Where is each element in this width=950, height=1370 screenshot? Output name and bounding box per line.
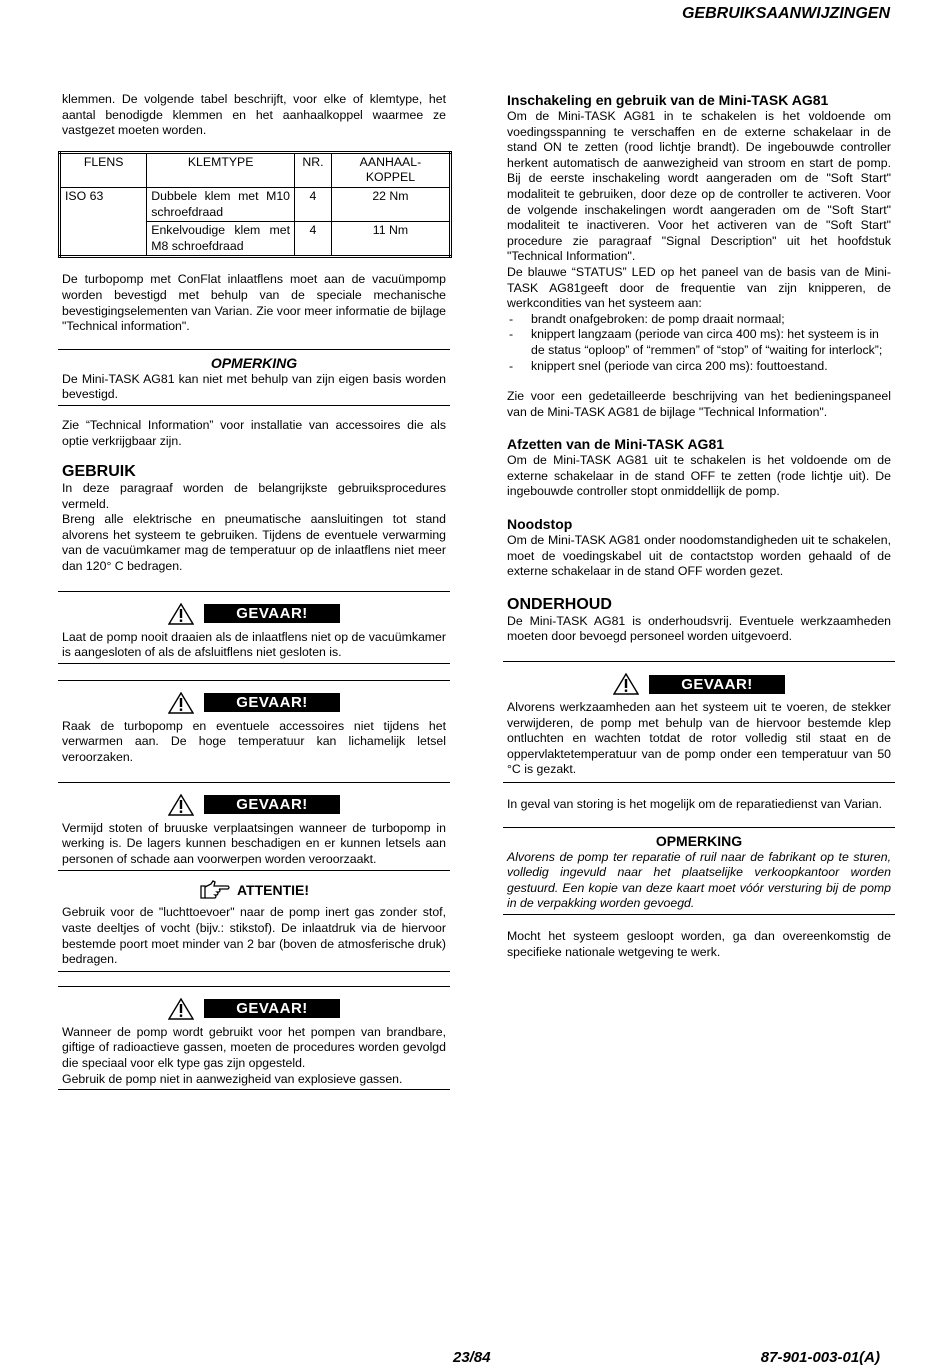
note-title: OPMERKING <box>210 354 298 371</box>
note-text: Alvorens de pomp ter reparatie of ruil naar de fabrikant op te sturen, volledig ingevuld naar het plaatselijke verkoopkantoor worden gestuurd. Een kopie van deze kaart moet vóór versturing bij de pomp in de verpakking worden gevoegd. <box>507 849 891 911</box>
table-cell-klemtype: Enkelvoudige klem met M8 schroefdraad <box>147 222 295 257</box>
warning-triangle-icon <box>613 673 639 695</box>
list-item: - knippert snel (periode van circa 200 ms): fouttoestand. <box>507 359 891 375</box>
section-title-shutdown: Afzetten van de Mini-TASK AG81 <box>507 436 725 453</box>
left-column <box>62 92 446 1090</box>
attention-header <box>62 879 446 901</box>
section-title-onderhoud: ONDERHOUD <box>507 595 612 613</box>
table-cell-nr: 4 <box>295 222 332 257</box>
table-header-klemtype: KLEMTYPE <box>147 152 295 187</box>
table-header-nr: NR. <box>295 152 332 187</box>
status-list <box>507 312 891 374</box>
note-title: OPMERKING <box>655 832 743 849</box>
section-title-emergency: Noodstop <box>507 516 573 533</box>
startup-paragraph-2: De blauwe “STATUS” LED op het paneel van de basis van de Mini-TASK AG81geeft door de frequentie van zijn knipperen, de werkcondities van het systeem aan: <box>507 264 891 311</box>
danger-label: GEVAAR! <box>204 604 340 623</box>
divider <box>58 680 450 681</box>
page-number: 23/84 <box>453 1349 491 1366</box>
list-item: - knippert langzaam (periode van circa 400 ms): het systeem is in de status “oploop” of “remmen” of “stop” of “waiting for interlock”; <box>507 327 891 358</box>
emergency-paragraph: Om de Mini-TASK AG81 onder noodomstandigheden uit te schakelen, moet de voedingskabel uit de contactstop worden gehaald of de externe schakelaar in de stand OFF worden gezet. <box>507 533 891 579</box>
table-cell-nr: 4 <box>295 187 332 221</box>
document-code: 87-901-003-01(A) <box>760 1349 880 1366</box>
gebruik-paragraph-2: Breng alle elektrische en pneumatische aansluitingen tot stand alvorens het systeem te gebruiken. Tijdens de eventuele verwarming van de vacuümkamer mag de temperatuur op de inlaatflens niet meer dan 120° C bedragen. <box>62 512 446 574</box>
danger-box <box>58 821 450 872</box>
warning-triangle-icon <box>168 603 194 625</box>
danger-header <box>62 997 446 1021</box>
danger-label: GEVAAR! <box>204 795 340 814</box>
danger-header <box>62 691 446 715</box>
warning-triangle-icon <box>168 794 194 816</box>
danger-label: GEVAAR! <box>204 693 340 712</box>
page-header-title: GEBRUIKSAANWIJZINGEN <box>681 5 890 22</box>
attention-text: Gebruik voor de "luchttoevoer" naar de pomp inert gas zonder stof, vaste deeltjes of vocht (bijv.: stikstof). De inlaatdruk via de hiervoor bestemde poort moet minder van 2 bar (boven de atmosferische druk) bedragen. <box>62 905 446 967</box>
divider <box>58 782 450 783</box>
danger-header <box>507 672 891 696</box>
danger-text: Gebruik de pomp niet in aanwezigheid van explosieve gassen. <box>62 1071 403 1086</box>
danger-text: Alvorens werkzaamheden aan het systeem uit te voeren, de stekker verwijderen, de pomp met behulp van de hiervoor bestemde klep ontluchten en wachten totdat de rotor volledig stil staat en de oppervlaktetemperatuur van de pomp onder een temperatuur van 50 °C is gezakt. <box>507 700 891 777</box>
accessories-paragraph: Zie “Technical Information” voor installatie van accessoires die als optie verkrijgbaar zijn. <box>62 417 446 448</box>
note-box <box>503 850 895 915</box>
danger-box <box>58 1025 450 1090</box>
warning-triangle-icon <box>168 692 194 714</box>
table-cell-koppel: 22 Nm <box>331 187 450 221</box>
divider <box>58 986 450 987</box>
divider <box>503 827 895 828</box>
table-cell-klemtype: Dubbele klem met M10 schroefdraad <box>147 187 295 221</box>
danger-text: Vermijd stoten of bruuske verplaatsingen wanneer de turbopomp in werking is. De lagers kunnen beschadigen en er kunnen letsels aan personen of schade aan voorwerpen worden veroorzaakt. <box>62 820 446 866</box>
section-title-gebruik: GEBRUIK <box>62 463 136 481</box>
table-header-koppel: AANHAAL-KOPPEL <box>331 152 450 187</box>
danger-header <box>62 602 446 626</box>
panel-reference-paragraph: Zie voor een gedetailleerde beschrijving van het bedieningspaneel van de Mini-TASK AG81 de bijlage "Technical Information". <box>507 389 891 419</box>
danger-text: Raak de turbopomp en eventuele accessoires niet tijdens het verwarmen aan. De hoge temperatuur kan lichamelijk letsel veroorzaken. <box>62 718 446 765</box>
clamp-table <box>58 151 452 259</box>
note-text: De Mini-TASK AG81 kan niet met behulp van zijn eigen basis worden bevestigd. <box>62 371 446 402</box>
danger-text: Wanneer de pomp wordt gebruikt voor het pompen van brandbare, giftige of radioactieve gassen, moeten de procedures worden gevolgd die speciaal voor elk type gas zijn opgesteld. <box>62 1024 446 1070</box>
gebruik-paragraph-1: In deze paragraaf worden de belangrijkste gebruiksprocedures vermeld. <box>62 481 446 511</box>
shutdown-paragraph: Om de Mini-TASK AG81 uit te schakelen is het voldoende om de externe schakelaar in de stand OFF te zetten (rode lichtje uit). De ingebouwde controller stopt onmiddellijk de pomp. <box>507 453 891 499</box>
right-column <box>507 92 891 960</box>
warning-triangle-icon <box>168 998 194 1020</box>
intro-paragraph: klemmen. De volgende tabel beschrijft, voor elke of klemtype, het aantal benodigde klemmen en het aanhaalkoppel waarmee ze vastgezet moeten worden. <box>62 92 446 138</box>
table-cell-flens: ISO 63 <box>60 187 147 256</box>
danger-label: GEVAAR! <box>649 675 785 694</box>
table-header-flens: FLENS <box>60 152 147 187</box>
disposal-paragraph: Mocht het systeem gesloopt worden, ga dan overeenkomstig de specifieke nationale wetgeving te werk. <box>507 928 891 959</box>
danger-label: GEVAAR! <box>204 999 340 1018</box>
danger-box <box>503 700 895 783</box>
divider <box>58 591 450 592</box>
divider <box>503 661 895 662</box>
divider <box>58 349 450 350</box>
note-box <box>58 372 450 406</box>
maintenance-paragraph: De Mini-TASK AG81 is onderhoudsvrij. Eventuele werkzaamheden moeten door bevoegd personeel worden uitgevoerd. <box>507 613 891 644</box>
danger-text: Laat de pomp nooit draaien als de inlaatflens niet op de vacuümkamer is aangesloten of als de afsluitflens niet gesloten is. <box>62 629 446 660</box>
danger-box <box>58 630 450 664</box>
repair-paragraph: In geval van storing is het mogelijk om de reparatiedienst van Varian. <box>507 797 883 811</box>
attention-box <box>58 905 450 971</box>
startup-paragraph-1: Om de Mini-TASK AG81 in te schakelen is het voldoende om voedingsspanning te verschaffen en de externe schakelaar in de stand ON te zetten (rood lichtje brandt). De ingebouwde controller herkent automatisch de aanwezigheid van stroom en start de pomp. Bij de eerste inschakeling wordt aangeraden om de "Soft Start" modaliteit te gebruiken, door deze op de controller te activeren. Voor de volgende inschakelingen wordt aangeraden om de "Soft Start" modaliteit te inactiveren. Voor het activeren van de "Soft Start" procedure zie paragraaf "Signal Description" uit het hoofdstuk "Technical Information". <box>507 109 891 264</box>
pointing-hand-icon <box>199 880 231 900</box>
attention-label: ATTENTIE! <box>236 881 310 898</box>
danger-header <box>62 793 446 817</box>
conflat-paragraph: De turbopomp met ConFlat inlaatflens moet aan de vacuümpomp worden bevestigd met behulp van de speciale mechanische bevestigingselementen van Varian. Zie voor meer informatie de bijlage "Technical information". <box>62 272 446 334</box>
list-item: - brandt onafgebroken: de pomp draait normaal; <box>507 312 891 328</box>
section-title-startup: Inschakeling en gebruik van de Mini-TASK AG81 <box>507 92 829 108</box>
table-cell-koppel: 11 Nm <box>372 223 409 238</box>
